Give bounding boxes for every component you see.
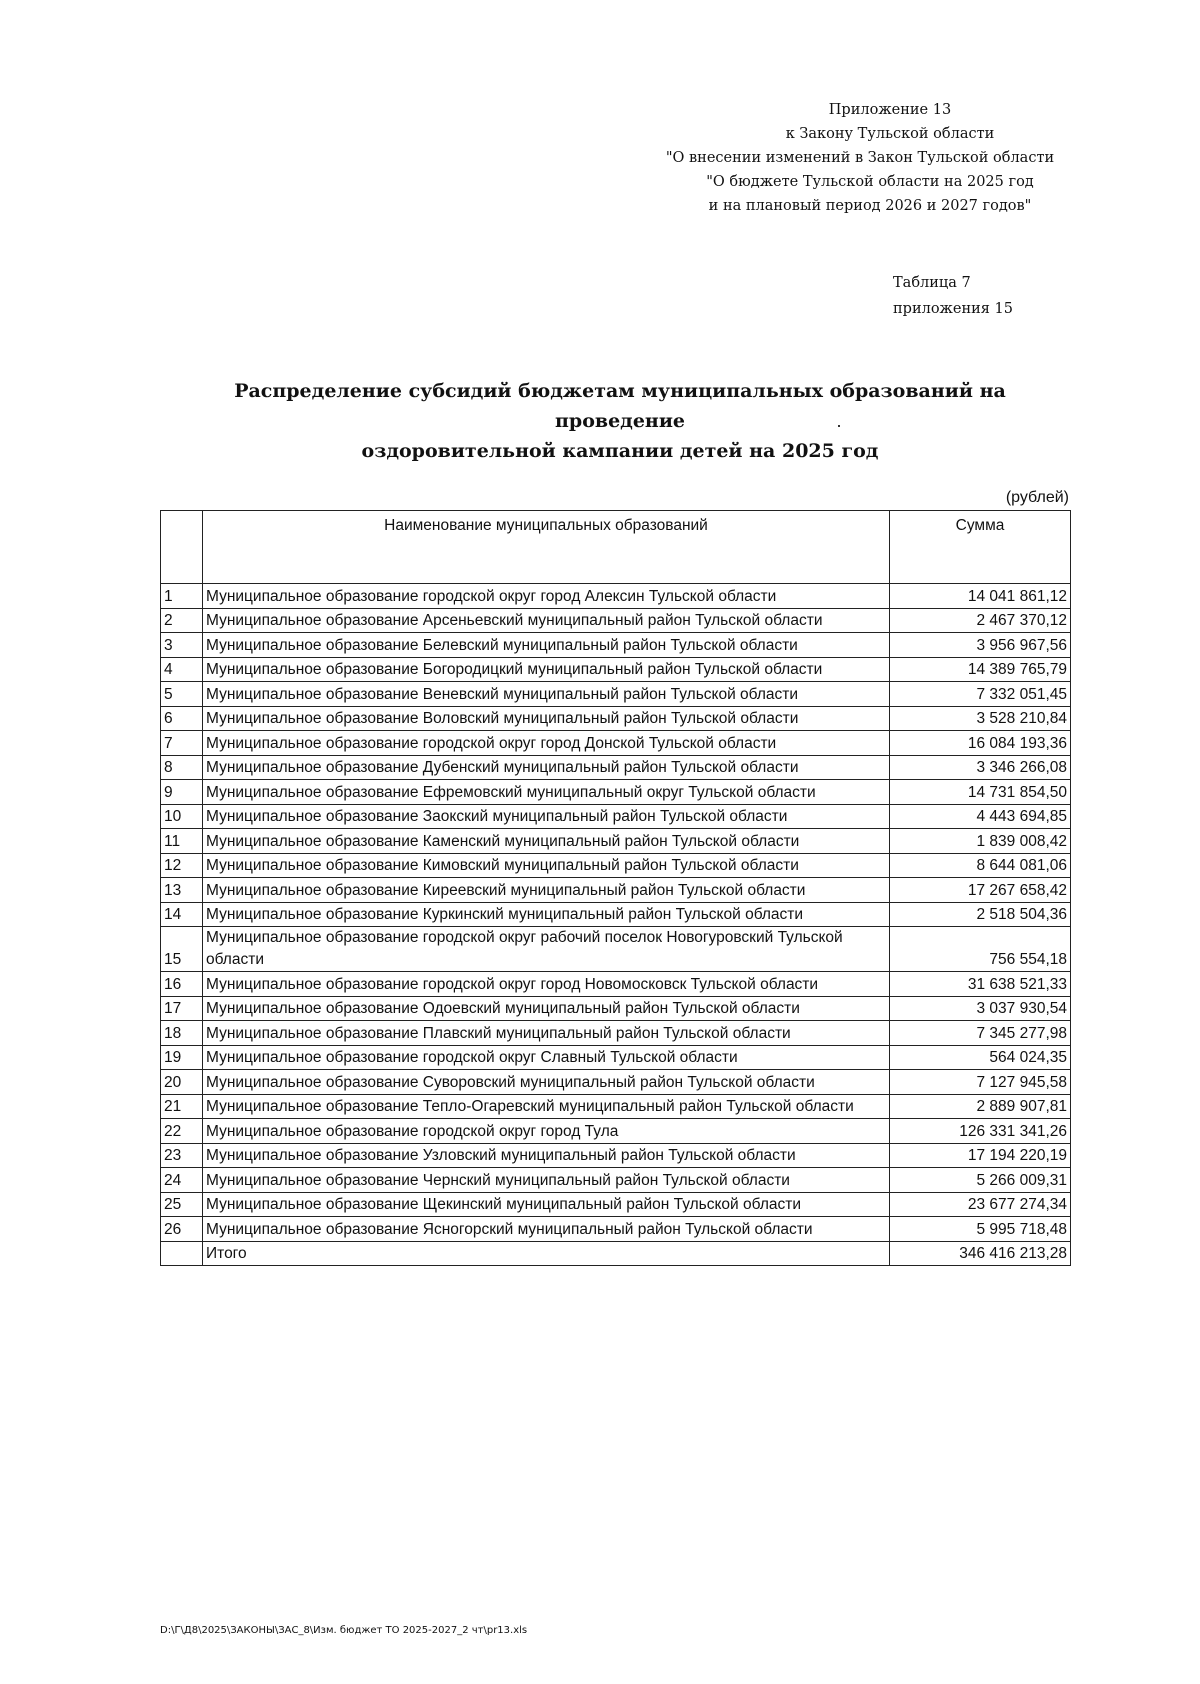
municipality-name: Муниципальное образование городской округ город Алексин Тульской области <box>203 584 890 609</box>
table-reference <box>893 270 1013 322</box>
row-number: 17 <box>161 996 203 1021</box>
row-number: 10 <box>161 804 203 829</box>
stray-mark <box>838 425 840 427</box>
subsidy-amount: 14 731 854,50 <box>890 780 1071 805</box>
row-number: 6 <box>161 706 203 731</box>
subsidy-amount: 31 638 521,33 <box>890 972 1071 997</box>
table-row <box>161 682 1071 707</box>
municipality-name: Муниципальное образование Богородицкий муниципальный район Тульской области <box>203 657 890 682</box>
municipality-name: Муниципальное образование Узловский муниципальный район Тульской области <box>203 1143 890 1168</box>
row-number: 4 <box>161 657 203 682</box>
table-row <box>161 804 1071 829</box>
total-sum: 346 416 213,28 <box>890 1241 1071 1266</box>
table-row <box>161 1192 1071 1217</box>
appendix-line: к Закону Тульской области <box>785 126 995 142</box>
row-number: 24 <box>161 1168 203 1193</box>
unit-label: (рублей) <box>1005 489 1069 506</box>
subsidy-amount: 5 995 718,48 <box>890 1217 1071 1242</box>
row-number: 25 <box>161 1192 203 1217</box>
table-header-row <box>161 511 1071 584</box>
document-title <box>180 376 1060 466</box>
table-row <box>161 927 1071 972</box>
municipality-name: Муниципальное образование Одоевский муниципальный район Тульской области <box>203 996 890 1021</box>
table-row <box>161 608 1071 633</box>
table-row <box>161 706 1071 731</box>
table-row <box>161 1168 1071 1193</box>
appendix-line: и на плановый период 2026 и 2027 годов" <box>708 198 1032 214</box>
row-number: 8 <box>161 755 203 780</box>
appendix-line: "О бюджете Тульской области на 2025 год <box>706 174 1034 190</box>
municipality-name: Муниципальное образование Ефремовский муниципальный округ Тульской области <box>203 780 890 805</box>
table-row <box>161 902 1071 927</box>
row-number: 26 <box>161 1217 203 1242</box>
table-row <box>161 853 1071 878</box>
subsidy-amount: 3 956 967,56 <box>890 633 1071 658</box>
municipality-name: Муниципальное образование городской округ Славный Тульской области <box>203 1045 890 1070</box>
municipality-name: Муниципальное образование Арсеньевский муниципальный район Тульской области <box>203 608 890 633</box>
subsidy-amount: 14 389 765,79 <box>890 657 1071 682</box>
table-reference-line: Таблица 7 <box>893 275 971 291</box>
municipality-name: Муниципальное образование городской округ город Донской Тульской области <box>203 731 890 756</box>
municipality-name: Муниципальное образование Дубенский муниципальный район Тульской области <box>203 755 890 780</box>
title-line: оздоровительной кампании детей на 2025 год <box>361 440 879 462</box>
total-label: Итого <box>203 1241 890 1266</box>
municipality-name: Муниципальное образование Заокский муниципальный район Тульской области <box>203 804 890 829</box>
municipality-name: Муниципальное образование городской округ рабочий поселок Новогуровский Тульской области <box>203 927 890 972</box>
row-number: 22 <box>161 1119 203 1144</box>
row-number: 12 <box>161 853 203 878</box>
table-row <box>161 1094 1071 1119</box>
municipality-name: Муниципальное образование Кимовский муниципальный район Тульской области <box>203 853 890 878</box>
table-row <box>161 657 1071 682</box>
table-body <box>161 584 1071 1242</box>
municipality-name: Муниципальное образование городской округ город Тула <box>203 1119 890 1144</box>
row-number: 21 <box>161 1094 203 1119</box>
file-path-footer: D:\Г\Д8\2025\ЗАКОНЫ\ЗАС_8\Изм. бюджет ТО 2025-2027_2 чт\pr13.xls <box>160 1625 528 1636</box>
table-row <box>161 755 1071 780</box>
subsidy-amount: 126 331 341,26 <box>890 1119 1071 1144</box>
subsidy-amount: 7 332 051,45 <box>890 682 1071 707</box>
table-reference-line: приложения 15 <box>893 301 1014 317</box>
header-number-cell <box>161 511 203 584</box>
table-row <box>161 584 1071 609</box>
municipality-name: Муниципальное образование Чернский муниципальный район Тульской области <box>203 1168 890 1193</box>
subsidy-amount: 3 528 210,84 <box>890 706 1071 731</box>
appendix-header <box>650 98 1070 218</box>
total-number-cell <box>161 1241 203 1266</box>
table-row <box>161 1045 1071 1070</box>
row-number: 15 <box>161 927 203 972</box>
table-row <box>161 633 1071 658</box>
municipality-name: Муниципальное образование Киреевский муниципальный район Тульской области <box>203 878 890 903</box>
subsidy-amount: 16 084 193,36 <box>890 731 1071 756</box>
municipality-name: Муниципальное образование Суворовский муниципальный район Тульской области <box>203 1070 890 1095</box>
municipality-name: Муниципальное образование Воловский муниципальный район Тульской области <box>203 706 890 731</box>
municipality-name: Муниципальное образование Веневский муниципальный район Тульской области <box>203 682 890 707</box>
row-number: 11 <box>161 829 203 854</box>
row-number: 7 <box>161 731 203 756</box>
appendix-line: "О внесении изменений в Закон Тульской области <box>665 150 1055 166</box>
table-row <box>161 1119 1071 1144</box>
subsidy-table <box>160 510 1071 1266</box>
total-row <box>161 1241 1071 1266</box>
header-name-cell: Наименование муниципальных образований <box>203 511 890 584</box>
subsidy-amount: 2 467 370,12 <box>890 608 1071 633</box>
municipality-name: Муниципальное образование Плавский муниципальный район Тульской области <box>203 1021 890 1046</box>
table-row <box>161 780 1071 805</box>
title-line: Распределение субсидий бюджетам муниципальных образований на проведение <box>234 380 1006 432</box>
row-number: 16 <box>161 972 203 997</box>
row-number: 20 <box>161 1070 203 1095</box>
municipality-name: Муниципальное образование Куркинский муниципальный район Тульской области <box>203 902 890 927</box>
row-number: 23 <box>161 1143 203 1168</box>
municipality-name: Муниципальное образование Каменский муниципальный район Тульской области <box>203 829 890 854</box>
municipality-name: Муниципальное образование Тепло-Огаревский муниципальный район Тульской области <box>203 1094 890 1119</box>
table-row <box>161 731 1071 756</box>
row-number: 9 <box>161 780 203 805</box>
subsidy-amount: 1 839 008,42 <box>890 829 1071 854</box>
row-number: 19 <box>161 1045 203 1070</box>
row-number: 3 <box>161 633 203 658</box>
row-number: 5 <box>161 682 203 707</box>
row-number: 1 <box>161 584 203 609</box>
municipality-name: Муниципальное образование Ясногорский муниципальный район Тульской области <box>203 1217 890 1242</box>
subsidy-amount: 5 266 009,31 <box>890 1168 1071 1193</box>
subsidy-amount: 756 554,18 <box>890 927 1071 972</box>
subsidy-amount: 8 644 081,06 <box>890 853 1071 878</box>
subsidy-amount: 14 041 861,12 <box>890 584 1071 609</box>
subsidy-amount: 17 194 220,19 <box>890 1143 1071 1168</box>
subsidy-amount: 7 127 945,58 <box>890 1070 1071 1095</box>
municipality-name: Муниципальное образование городской округ город Новомосковск Тульской области <box>203 972 890 997</box>
table-row <box>161 829 1071 854</box>
table-row <box>161 1217 1071 1242</box>
municipality-name: Муниципальное образование Белевский муниципальный район Тульской области <box>203 633 890 658</box>
table-row <box>161 996 1071 1021</box>
row-number: 14 <box>161 902 203 927</box>
subsidy-amount: 2 518 504,36 <box>890 902 1071 927</box>
subsidy-amount: 3 037 930,54 <box>890 996 1071 1021</box>
subsidy-amount: 7 345 277,98 <box>890 1021 1071 1046</box>
table-row <box>161 1021 1071 1046</box>
appendix-line: Приложение 13 <box>828 102 952 118</box>
row-number: 18 <box>161 1021 203 1046</box>
subsidy-amount: 17 267 658,42 <box>890 878 1071 903</box>
table-row <box>161 1143 1071 1168</box>
header-sum-cell: Сумма <box>890 511 1071 584</box>
table-row <box>161 972 1071 997</box>
row-number: 13 <box>161 878 203 903</box>
table-row <box>161 1070 1071 1095</box>
subsidy-amount: 564 024,35 <box>890 1045 1071 1070</box>
row-number: 2 <box>161 608 203 633</box>
subsidy-amount: 23 677 274,34 <box>890 1192 1071 1217</box>
municipality-name: Муниципальное образование Щекинский муниципальный район Тульской области <box>203 1192 890 1217</box>
subsidy-amount: 4 443 694,85 <box>890 804 1071 829</box>
subsidy-amount: 3 346 266,08 <box>890 755 1071 780</box>
table-row <box>161 878 1071 903</box>
subsidy-amount: 2 889 907,81 <box>890 1094 1071 1119</box>
